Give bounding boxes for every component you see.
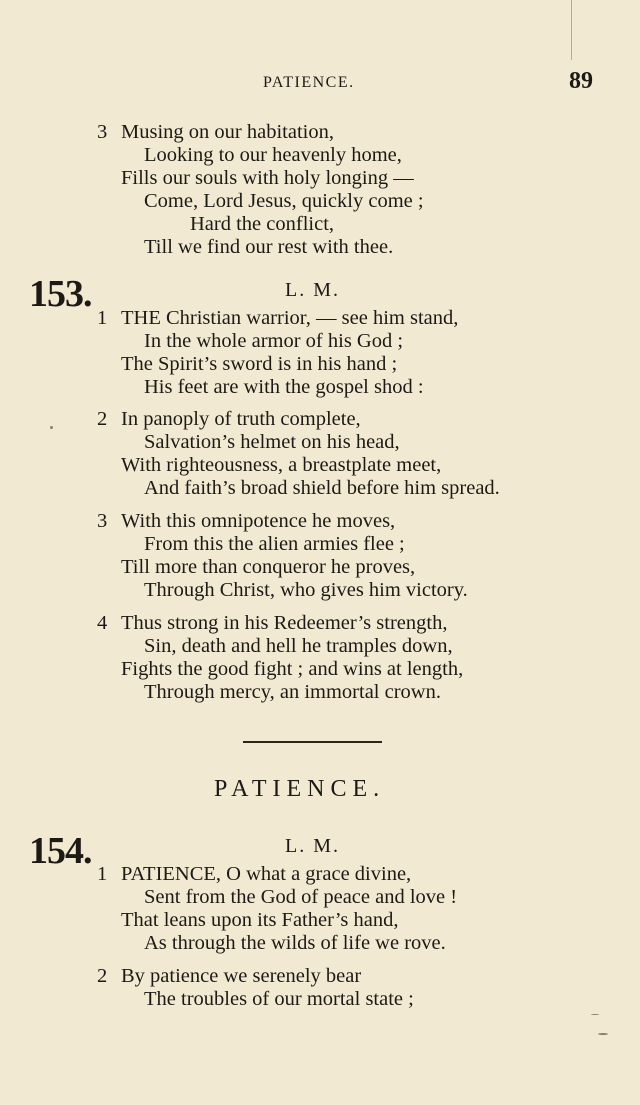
verse-number: 4 (97, 612, 108, 634)
verse-number: 1 (97, 863, 108, 885)
verse-line: THE Christian warrior, — see him stand, (121, 307, 459, 329)
verse-line: In panoply of truth complete, (121, 408, 361, 430)
verse-line: Hard the conflict, (190, 213, 335, 235)
verse-line: The Spirit’s sword is in his hand ; (121, 353, 398, 375)
verse-line: With this omnipotence he moves, (121, 510, 396, 532)
verse-line: Come, Lord Jesus, quickly come ; (144, 190, 424, 212)
page-number: 89 (569, 68, 593, 94)
hymn-number: 154. (29, 830, 92, 872)
section-title: PATIENCE. (214, 776, 386, 802)
verse-line: Through Christ, who gives him victory. (144, 579, 468, 601)
page-edge-mark (571, 0, 572, 60)
verse-line: Fights the good fight ; and wins at length, (121, 658, 464, 680)
section-divider (243, 741, 382, 743)
verse-line: Salvation’s helmet on his head, (144, 431, 400, 453)
verse-number: 3 (97, 510, 108, 532)
verse-line: As through the wilds of life we rove. (144, 932, 446, 954)
verse-line: Through mercy, an immortal crown. (144, 681, 441, 703)
paper-speck (598, 1033, 608, 1035)
hymn-meter: L. M. (285, 835, 340, 857)
verse-line: PATIENCE, O what a grace divine, (121, 863, 412, 885)
verse-number: 3 (97, 121, 108, 143)
verse-line: That leans upon its Father’s hand, (121, 909, 399, 931)
verse-line: Musing on our habitation, (121, 121, 334, 143)
verse-line: Till we find our rest with thee. (144, 236, 394, 258)
verse-line: From this the alien armies flee ; (144, 533, 405, 555)
running-header: PATIENCE. (263, 74, 355, 91)
verse-line: In the whole armor of his God ; (144, 330, 404, 352)
verse-line: Thus strong in his Redeemer’s strength, (121, 612, 448, 634)
verse-line: Till more than conqueror he proves, (121, 556, 416, 578)
paper-speck (591, 1014, 599, 1015)
verse-line: Looking to our heavenly home, (144, 144, 402, 166)
verse-number: 2 (97, 408, 108, 430)
hymn-meter: L. M. (285, 279, 340, 301)
verse-line: By patience we serenely bear (121, 965, 362, 987)
verse-line: His feet are with the gospel shod : (144, 376, 424, 398)
verse-line: Fills our souls with holy longing — (121, 167, 414, 189)
verse-line: Sin, death and hell he tramples down, (144, 635, 453, 657)
verse-number: 1 (97, 307, 108, 329)
verse-number: 2 (97, 965, 108, 987)
hymn-number: 153. (29, 273, 92, 315)
verse-line: Sent from the God of peace and love ! (144, 886, 458, 908)
verse-line: The troubles of our mortal state ; (144, 988, 414, 1010)
paper-speck (50, 426, 53, 429)
verse-line: And faith’s broad shield before him spread. (144, 477, 500, 499)
verse-line: With righteousness, a breastplate meet, (121, 454, 442, 476)
